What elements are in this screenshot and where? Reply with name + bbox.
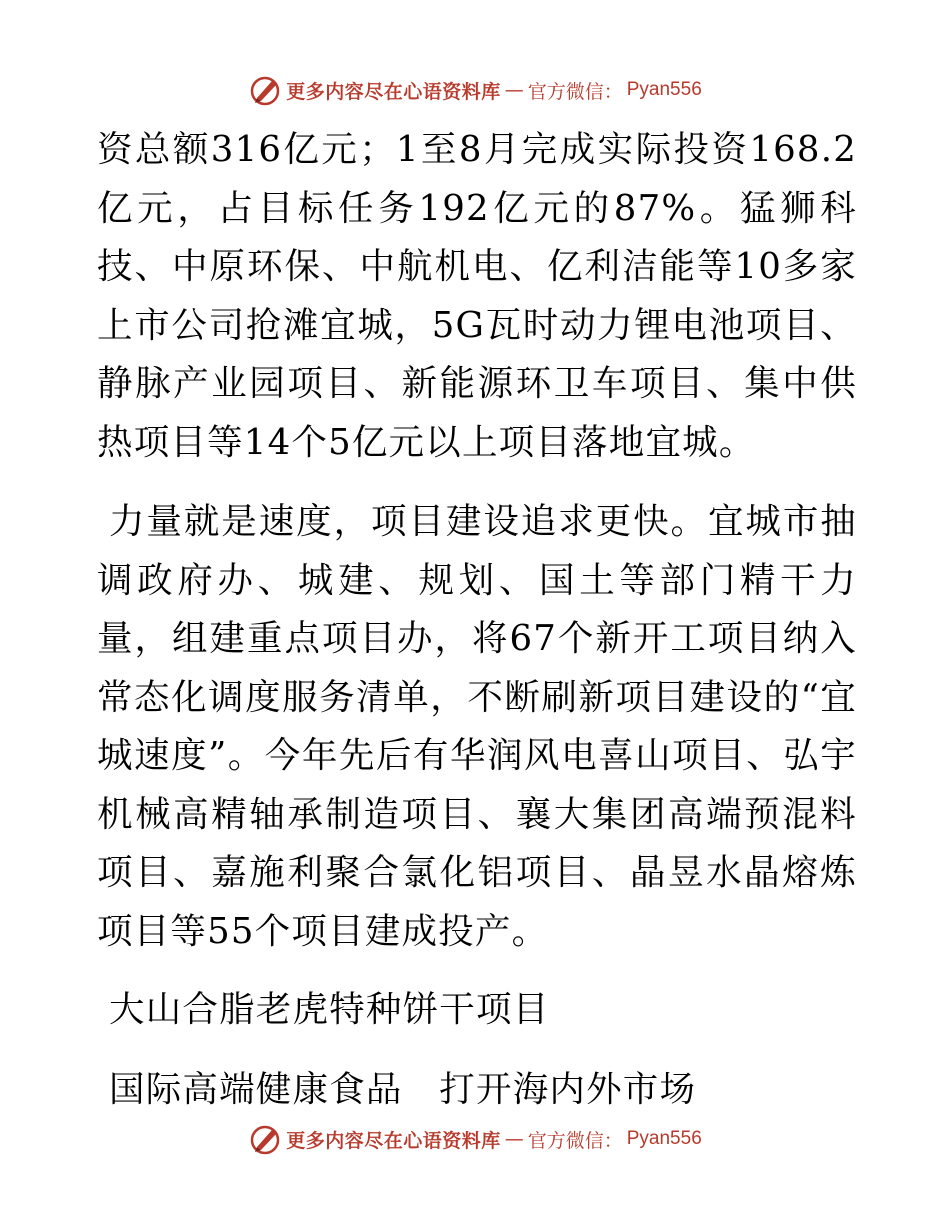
banner-wechat-label: 官方微信： (527, 1129, 623, 1152)
pen-logo-icon (248, 73, 282, 107)
section-heading: 国际高端健康食品 打开海内外市场 (109, 1068, 697, 1110)
banner-content (248, 73, 702, 107)
banner-dash: — (504, 1128, 524, 1150)
body-paragraph: 力量就是速度，项目建设追求更快。宜城市抽调政府办、城建、规划、国土等部门精干力量，组建重点项目办，将67个新开工项目纳入常态化调度服务清单，不断刷新项目建设的“宜城速度”。今年先后有华润风电喜山项目、弘宇机械高精轴承制造项目、襄大集团高端预混料项目、嘉施利聚合氯化铝项目、晶昱水晶熔炼项目等55个项目建成投产。 (97, 501, 857, 952)
banner-wechat-id: Pyan556 (626, 1128, 702, 1149)
banner-wechat-id: Pyan556 (626, 79, 702, 100)
banner-wechat-label: 官方微信： (527, 80, 623, 103)
watermark-banner-top (0, 70, 950, 110)
banner-main-text: 更多内容尽在心语资料库 (286, 80, 501, 103)
section-heading: 大山合脂老虎特种饼干项目 (109, 989, 550, 1030)
pen-logo-icon (248, 1122, 282, 1156)
body-paragraph: 资总额316亿元；1至8月完成实际投资168.2亿元，占目标任务192亿元的87%。猛狮科技、中原环保、中航机电、亿利洁能等10多家上市公司抢滩宜城，5G瓦时动力锂电池项目、静脉产业园项目、新能源环卫车项目、集中供热项目等14个5亿元以上项目落地宜城。 (97, 129, 857, 463)
banner-main-text: 更多内容尽在心语资料库 (286, 1129, 501, 1152)
banner-dash: — (504, 79, 524, 101)
document-body (97, 121, 857, 1119)
banner-content (248, 1122, 702, 1156)
watermark-banner-bottom (0, 1119, 950, 1159)
